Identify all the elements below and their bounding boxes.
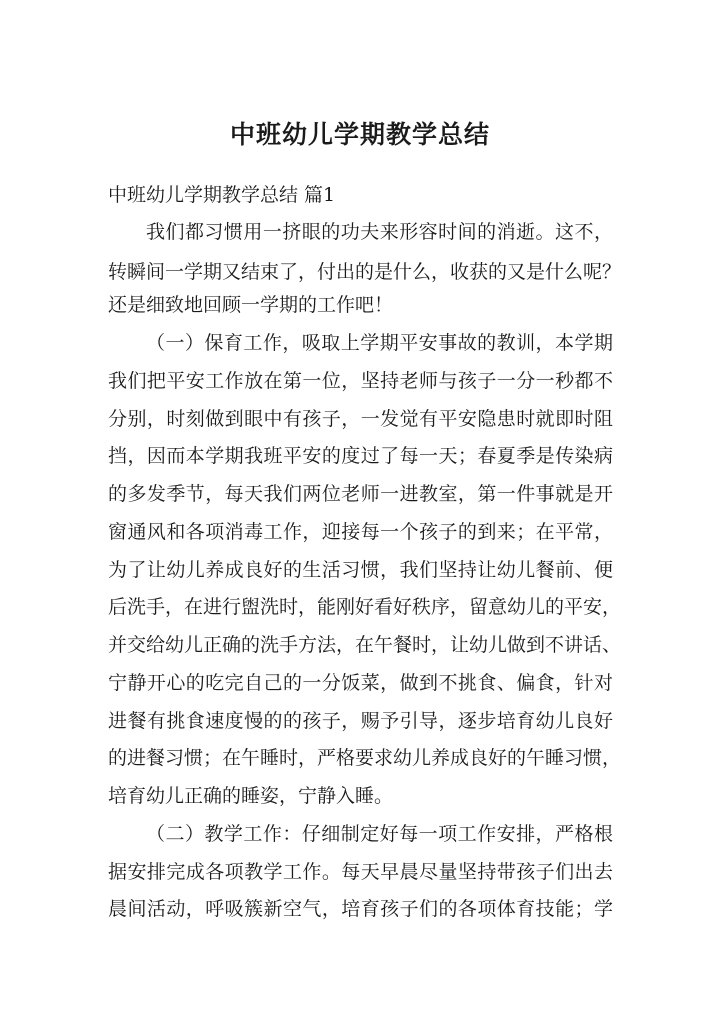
body-line: 并交给幼儿正确的洗手方法，在午餐时，让幼儿做到不讲话、	[108, 634, 622, 656]
body-line: 后洗手，在进行盥洗时，能刚好看好秩序，留意幼儿的平安，	[108, 596, 622, 618]
body-line: 窗通风和各项消毒工作，迎接每一个孩子的到来；在平常，	[108, 521, 613, 543]
body-line: 进餐有挑食速度慢的的孩子，赐予引导，逐步培育幼儿良好	[108, 710, 613, 732]
body-line: （二）教学工作：仔细制定好每一项工作安排，严格根	[146, 823, 613, 845]
body-line: （一）保育工作，吸取上学期平安事故的教训，本学期	[146, 332, 613, 354]
body-line: 宁静开心的吃完自己的一分饭菜，做到不挑食、偏食，针对	[108, 672, 613, 694]
body-line: 还是细致地回顾一学期的工作吧！	[108, 294, 394, 316]
body-line: 挡，因而本学期我班平安的度过了每一天；春夏季是传染病	[108, 445, 613, 467]
document-title: 中班幼儿学期教学总结	[229, 120, 490, 149]
body-line: 我们都习惯用一挤眼的功夫来形容时间的消逝。这不，	[146, 221, 613, 243]
body-line: 分别，时刻做到眼中有孩子，一发觉有平安隐患时就即时阻	[108, 408, 613, 430]
body-line: 培育幼儿正确的睡姿，宁静入睡。	[108, 785, 394, 807]
body-line: 据安排完成各项教学工作。每天早晨尽量坚持带孩子们出去	[108, 861, 613, 883]
body-line: 的进餐习惯；在午睡时，严格要求幼儿养成良好的午睡习惯，	[108, 747, 622, 769]
body-line: 我们把平安工作放在第一位，坚持老师与孩子一分一秒都不	[108, 370, 613, 392]
body-line: 为了让幼儿养成良好的生活习惯，我们坚持让幼儿餐前、便	[108, 559, 613, 581]
document-subtitle: 中班幼儿学期教学总结 篇1	[108, 184, 336, 206]
body-line: 晨间活动，呼吸簇新空气，培育孩子们的各项体育技能；学	[108, 898, 613, 920]
body-line: 的多发季节，每天我们两位老师一进教室，第一件事就是开	[108, 483, 613, 505]
body-line: 转瞬间一学期又结束了，付出的是什么，收获的又是什么呢？	[108, 261, 622, 283]
